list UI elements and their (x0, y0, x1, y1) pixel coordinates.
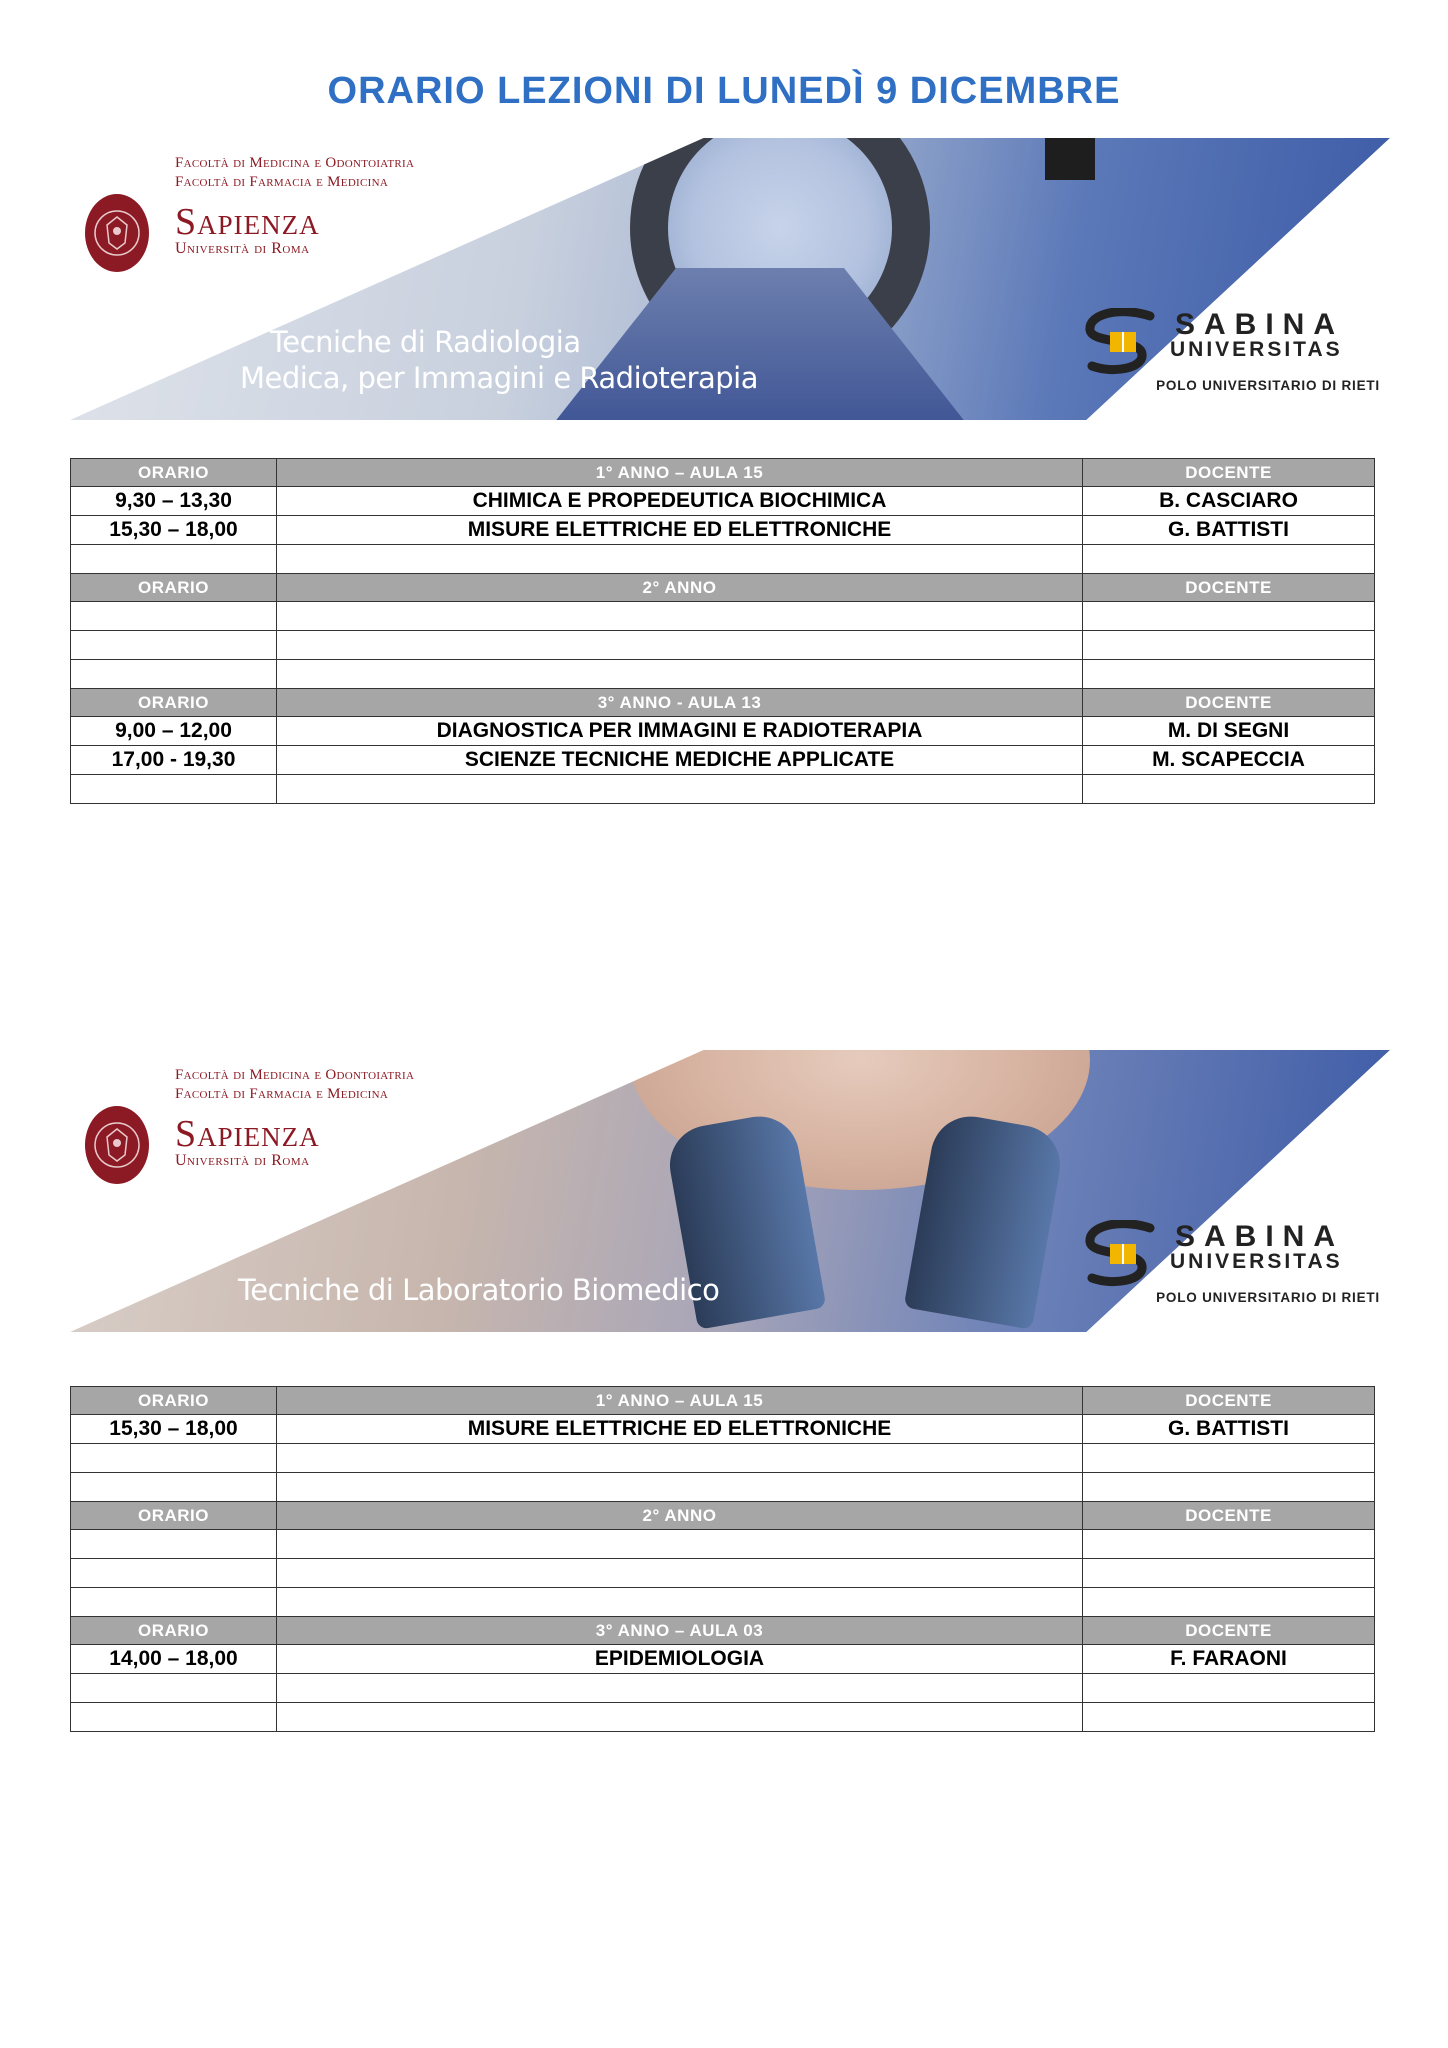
table-row (71, 631, 1375, 660)
sapienza-subtitle: Università di Roma (175, 240, 310, 257)
cell-teacher (1083, 660, 1375, 689)
faculty-line-1: Facoltà di Medicina e Odontoiatria (175, 1067, 415, 1083)
cell-subject (277, 1588, 1083, 1617)
cell-teacher: M. DI SEGNI (1083, 717, 1375, 746)
header-docente: DOCENTE (1083, 459, 1375, 487)
cell-time: 9,30 – 13,30 (71, 487, 277, 516)
cell-subject: MISURE ELETTRICHE ED ELETTRONICHE (277, 516, 1083, 545)
cell-time: 15,30 – 18,00 (71, 516, 277, 545)
table-row (71, 1588, 1375, 1617)
course-name-line-1: Tecniche di Laboratorio Biomedico (238, 1273, 720, 1307)
table-row (71, 1473, 1375, 1502)
cell-time: 15,30 – 18,00 (71, 1415, 277, 1444)
cell-subject (277, 631, 1083, 660)
header-anno: 1° ANNO – AULA 15 (277, 459, 1083, 487)
schedule-table-laboratorio (70, 1386, 1375, 1732)
cell-time: 14,00 – 18,00 (71, 1645, 277, 1674)
cell-teacher (1083, 602, 1375, 631)
table-row (71, 1415, 1375, 1444)
cell-time (71, 1530, 277, 1559)
cell-subject (277, 1444, 1083, 1473)
sabina-name: SABINA (1175, 1220, 1345, 1253)
header-anno: 3° ANNO - AULA 13 (277, 689, 1083, 717)
table-header-row (71, 689, 1375, 717)
cell-subject (277, 775, 1083, 804)
cell-subject: DIAGNOSTICA PER IMMAGINI E RADIOTERAPIA (277, 717, 1083, 746)
cell-subject (277, 660, 1083, 689)
cell-teacher (1083, 775, 1375, 804)
sabina-name: SABINA (1175, 308, 1345, 341)
cell-time (71, 775, 277, 804)
schedule-table-radiologia (70, 458, 1375, 804)
table-row (71, 516, 1375, 545)
banner-laboratorio (70, 1050, 1390, 1332)
table-row (71, 1703, 1375, 1732)
cell-subject: MISURE ELETTRICHE ED ELETTRONICHE (277, 1415, 1083, 1444)
sabina-universitas-logo (1080, 1220, 1380, 1320)
table-row (71, 602, 1375, 631)
sapienza-name: Sapienza (175, 201, 320, 243)
cell-time: 9,00 – 12,00 (71, 717, 277, 746)
faculty-line-1: Facoltà di Medicina e Odontoiatria (175, 155, 415, 171)
header-docente: DOCENTE (1083, 689, 1375, 717)
course-name-line-1: Tecniche di Radiologia (270, 325, 581, 359)
cell-time (71, 1674, 277, 1703)
sabina-polo: POLO UNIVERSITARIO DI RIETI (1156, 378, 1380, 393)
cell-subject (277, 1473, 1083, 1502)
cell-time: 17,00 - 19,30 (71, 746, 277, 775)
sapienza-subtitle: Università di Roma (175, 1152, 310, 1169)
cell-time (71, 1703, 277, 1732)
cell-teacher: G. BATTISTI (1083, 1415, 1375, 1444)
sapienza-seal-icon (85, 1106, 149, 1184)
table-header-row (71, 1502, 1375, 1530)
table-row (71, 1674, 1375, 1703)
cell-time (71, 1473, 277, 1502)
table-row (71, 717, 1375, 746)
cell-subject: EPIDEMIOLOGIA (277, 1645, 1083, 1674)
faculty-line-2: Facoltà di Farmacia e Medicina (175, 1086, 389, 1102)
cell-time (71, 602, 277, 631)
sapienza-seal-icon (85, 194, 149, 272)
cell-teacher: G. BATTISTI (1083, 516, 1375, 545)
table-row (71, 487, 1375, 516)
faculty-line-2: Facoltà di Farmacia e Medicina (175, 174, 389, 190)
sabina-subtitle: UNIVERSITAS (1170, 338, 1343, 361)
header-orario: ORARIO (71, 459, 277, 487)
table-header-row (71, 1617, 1375, 1645)
cell-teacher: M. SCAPECCIA (1083, 746, 1375, 775)
table-row (71, 660, 1375, 689)
header-orario: ORARIO (71, 1387, 277, 1415)
header-anno: 2° ANNO (277, 574, 1083, 602)
header-orario: ORARIO (71, 1617, 277, 1645)
cell-time (71, 660, 277, 689)
sabina-subtitle: UNIVERSITAS (1170, 1250, 1343, 1273)
cell-teacher (1083, 1703, 1375, 1732)
cell-time (71, 631, 277, 660)
cell-time (71, 1444, 277, 1473)
cell-teacher (1083, 1588, 1375, 1617)
cell-subject (277, 545, 1083, 574)
cell-teacher (1083, 545, 1375, 574)
table-header-row (71, 574, 1375, 602)
cell-subject: SCIENZE TECNICHE MEDICHE APPLICATE (277, 746, 1083, 775)
table-row (71, 1530, 1375, 1559)
speaker-icon (1045, 138, 1095, 180)
header-orario: ORARIO (71, 689, 277, 717)
header-anno: 3° ANNO – AULA 03 (277, 1617, 1083, 1645)
cell-teacher (1083, 1444, 1375, 1473)
sabina-s-book-icon (1080, 1220, 1170, 1290)
cell-teacher (1083, 1674, 1375, 1703)
header-docente: DOCENTE (1083, 1617, 1375, 1645)
header-anno: 1° ANNO – AULA 15 (277, 1387, 1083, 1415)
cell-teacher (1083, 1559, 1375, 1588)
header-docente: DOCENTE (1083, 574, 1375, 602)
cell-teacher (1083, 1530, 1375, 1559)
header-docente: DOCENTE (1083, 1387, 1375, 1415)
table-row (71, 1444, 1375, 1473)
sabina-universitas-logo (1080, 308, 1380, 408)
table-row (71, 775, 1375, 804)
banner-radiologia (70, 138, 1390, 420)
table-row (71, 746, 1375, 775)
cell-time (71, 1588, 277, 1617)
sabina-s-book-icon (1080, 308, 1170, 378)
table-header-row (71, 459, 1375, 487)
table-row (71, 1559, 1375, 1588)
course-name-line-2: Medica, per Immagini e Radioterapia (240, 361, 759, 395)
cell-time (71, 1559, 277, 1588)
header-anno: 2° ANNO (277, 1502, 1083, 1530)
cell-teacher (1083, 631, 1375, 660)
cell-subject (277, 1559, 1083, 1588)
page-title: ORARIO LEZIONI DI LUNEDÌ 9 DICEMBRE (327, 70, 1121, 112)
cell-teacher: F. FARAONI (1083, 1645, 1375, 1674)
header-orario: ORARIO (71, 1502, 277, 1530)
table-row (71, 545, 1375, 574)
header-orario: ORARIO (71, 574, 277, 602)
sabina-polo: POLO UNIVERSITARIO DI RIETI (1156, 1290, 1380, 1305)
cell-time (71, 545, 277, 574)
cell-subject: CHIMICA E PROPEDEUTICA BIOCHIMICA (277, 487, 1083, 516)
header-docente: DOCENTE (1083, 1502, 1375, 1530)
table-row (71, 1645, 1375, 1674)
cell-teacher: B. CASCIARO (1083, 487, 1375, 516)
cell-subject (277, 1703, 1083, 1732)
cell-subject (277, 1530, 1083, 1559)
table-header-row (71, 1387, 1375, 1415)
sapienza-name: Sapienza (175, 1113, 320, 1155)
cell-subject (277, 1674, 1083, 1703)
cell-teacher (1083, 1473, 1375, 1502)
cell-subject (277, 602, 1083, 631)
